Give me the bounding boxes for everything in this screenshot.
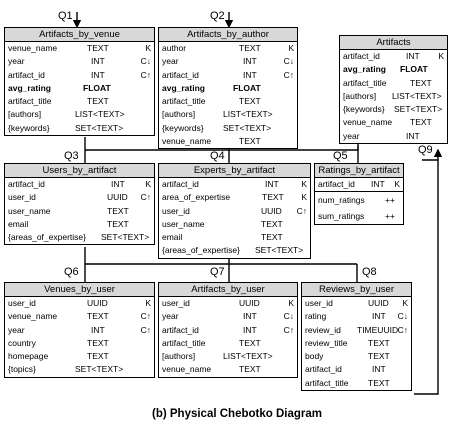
column-key: C↑ — [140, 311, 151, 322]
column-type: UUID — [87, 298, 108, 308]
q9-connector — [414, 160, 438, 394]
column-type: ++ — [385, 195, 395, 206]
column-type: INT — [243, 311, 257, 322]
table-title: Artifacts_by_user — [159, 283, 297, 297]
column-row — [302, 363, 411, 376]
column-row — [159, 310, 297, 323]
q7-label: Q7 — [210, 266, 225, 278]
column-name: [authors] — [162, 109, 196, 120]
column-type: INT — [91, 69, 105, 80]
table-title: Ratings_by_artifact — [315, 164, 403, 178]
column-key: K — [394, 179, 400, 189]
column-name: user_name — [8, 205, 51, 216]
column-row — [5, 310, 154, 323]
table-title: Artifacts_by_author — [159, 28, 297, 42]
column-name: venue_name — [162, 364, 212, 375]
column-row — [340, 77, 447, 90]
column-type: SET<TEXT> — [223, 122, 272, 133]
column-row — [5, 95, 154, 108]
column-row — [5, 108, 154, 121]
column-name: artifact_id — [343, 51, 380, 61]
column-type: SET<TEXT> — [394, 104, 443, 115]
column-name: {areas_of_expertise} — [8, 232, 86, 243]
column-key: K — [402, 298, 408, 308]
column-row — [340, 103, 447, 116]
column-name: [authors] — [8, 109, 42, 120]
column-type: TEXT — [239, 337, 261, 348]
column-name: artifact_id — [162, 179, 199, 189]
column-key: K — [145, 179, 151, 189]
column-type: TEXT — [261, 218, 283, 229]
table-title: Reviews_by_user — [302, 283, 411, 297]
table-title: Venues_by_user — [5, 283, 154, 297]
table-artifacts-by-user — [158, 282, 298, 378]
column-name: user_id — [8, 192, 36, 203]
column-name: artifact_id — [162, 69, 199, 80]
column-name: avg_rating — [8, 82, 51, 93]
column-type: INT — [111, 179, 125, 189]
column-name: {keywords} — [8, 122, 50, 133]
column-name: {keywords} — [343, 104, 385, 115]
column-type: SET<TEXT> — [101, 232, 150, 243]
column-type: TEXT — [368, 351, 390, 362]
q4-label: Q4 — [210, 150, 225, 162]
column-row — [302, 377, 411, 390]
column-row — [5, 55, 154, 68]
column-type: INT — [91, 56, 105, 67]
column-key: C↓ — [283, 56, 294, 67]
table-artifacts-by-author — [158, 27, 298, 149]
column-name: rating — [305, 311, 327, 322]
column-row — [5, 122, 154, 135]
q6-label: Q6 — [64, 266, 79, 278]
column-type: TEXT — [368, 337, 390, 348]
column-row — [159, 324, 297, 337]
column-row — [302, 350, 411, 363]
column-name: user_id — [162, 205, 190, 216]
column-name: {areas_of_expertise} — [162, 245, 240, 256]
column-key: C↑ — [283, 324, 294, 335]
column-type: SET<TEXT> — [75, 122, 124, 133]
column-row — [159, 135, 297, 148]
column-name: artifact_title — [162, 96, 206, 107]
column-name: {topics} — [8, 364, 36, 375]
column-name: artifact_title — [162, 337, 206, 348]
column-key: C↑ — [296, 205, 307, 216]
column-row — [315, 178, 403, 191]
q2-label: Q2 — [210, 10, 225, 22]
column-type: SET<TEXT> — [255, 245, 304, 256]
column-type: TEXT — [410, 77, 432, 88]
column-type: UUID — [368, 298, 389, 308]
column-type: TEXT — [239, 364, 261, 375]
column-key: C↓ — [397, 311, 408, 322]
column-type: TIMEUUID — [357, 324, 399, 335]
column-row — [159, 363, 297, 376]
column-name: year — [8, 324, 25, 335]
column-row — [5, 297, 154, 310]
column-type: SET<TEXT> — [75, 364, 124, 375]
column-type: ++ — [385, 211, 395, 222]
column-name: avg_rating — [162, 82, 205, 93]
column-key: C↑ — [397, 324, 408, 335]
column-type: INT — [91, 324, 105, 335]
column-name: {keywords} — [162, 122, 204, 133]
column-row — [159, 231, 310, 244]
column-row — [5, 324, 154, 337]
column-key: C↓ — [283, 311, 294, 322]
column-row — [5, 350, 154, 363]
column-row — [159, 178, 310, 191]
column-row — [5, 82, 154, 95]
column-name: user_id — [8, 298, 36, 308]
column-name: [authors] — [162, 351, 196, 362]
column-type: LIST<TEXT> — [392, 90, 442, 101]
column-type: UUID — [261, 205, 282, 216]
column-row — [159, 350, 297, 363]
column-row — [159, 108, 297, 121]
column-key: K — [438, 51, 444, 61]
table-reviews-by-user — [301, 282, 412, 391]
column-key: K — [288, 298, 294, 308]
column-key: C↓ — [140, 56, 151, 67]
column-name: area_of_expertise — [162, 192, 231, 203]
column-name: sum_ratings — [318, 211, 365, 222]
column-row — [159, 95, 297, 108]
column-name: country — [8, 337, 36, 348]
column-name: year — [343, 130, 360, 141]
column-row — [159, 82, 297, 95]
column-type: UUID — [239, 298, 260, 308]
column-key: K — [145, 298, 151, 308]
column-key: K — [288, 43, 294, 53]
column-name: artifact_id — [318, 179, 355, 189]
column-type: LIST<TEXT> — [223, 109, 273, 120]
q5-label: Q5 — [333, 150, 348, 162]
column-row — [5, 231, 154, 244]
column-name: venue_name — [8, 43, 58, 53]
table-title: Artifacts_by_venue — [5, 28, 154, 42]
column-name: year — [8, 56, 25, 67]
column-type: INT — [371, 179, 385, 189]
column-name: avg_rating — [343, 64, 386, 75]
column-row — [302, 310, 411, 323]
column-name: body — [305, 351, 324, 362]
column-row — [159, 218, 310, 231]
column-type: LIST<TEXT> — [223, 351, 273, 362]
column-key: C↑ — [283, 69, 294, 80]
column-row — [302, 337, 411, 350]
column-type: INT — [243, 324, 257, 335]
column-type: TEXT — [261, 232, 283, 243]
column-type: INT — [265, 179, 279, 189]
column-key: C↑ — [140, 69, 151, 80]
column-row — [159, 337, 297, 350]
column-name: user_id — [305, 298, 333, 308]
column-row — [340, 63, 447, 76]
column-name: review_id — [305, 324, 341, 335]
column-type: TEXT — [239, 136, 261, 147]
column-row — [5, 191, 154, 204]
column-row — [159, 191, 310, 204]
column-row — [159, 122, 297, 135]
column-name: email — [162, 232, 183, 243]
column-type: TEXT — [107, 205, 129, 216]
column-row — [159, 55, 297, 68]
column-name: email — [8, 218, 29, 229]
column-row — [5, 69, 154, 82]
column-key: K — [301, 192, 307, 203]
table-title: Users_by_artifact — [5, 164, 154, 178]
column-name: venue_name — [162, 136, 212, 147]
column-type: TEXT — [107, 218, 129, 229]
column-name: review_title — [305, 337, 348, 348]
column-type: TEXT — [87, 311, 109, 322]
column-name: artifact_title — [8, 96, 52, 107]
column-row — [5, 337, 154, 350]
column-key: C↑ — [140, 192, 151, 203]
column-type: INT — [243, 56, 257, 67]
column-name: artifact_title — [305, 377, 349, 388]
column-name: artifact_id — [305, 364, 342, 375]
column-name: artifact_id — [8, 69, 45, 80]
table-venues-by-user — [4, 282, 155, 378]
column-type: FLOAT — [400, 64, 428, 75]
column-row — [5, 205, 154, 218]
column-name: venue_name — [343, 117, 393, 128]
column-type: TEXT — [239, 43, 261, 53]
column-type: LIST<TEXT> — [75, 109, 125, 120]
column-name: artifact_title — [343, 77, 387, 88]
column-name: year — [162, 56, 179, 67]
column-row — [159, 205, 310, 218]
column-row — [315, 191, 403, 208]
column-name: year — [162, 311, 179, 322]
column-name: artifact_id — [8, 179, 45, 189]
column-row — [315, 208, 403, 224]
q1-label: Q1 — [58, 10, 73, 22]
column-name: author — [162, 43, 187, 53]
table-experts-by-artifact — [158, 163, 311, 259]
column-type: TEXT — [262, 192, 284, 203]
column-type: INT — [372, 311, 386, 322]
column-type: UUID — [107, 192, 128, 203]
column-key: C↑ — [140, 324, 151, 335]
table-title: Artifacts — [340, 36, 447, 50]
column-name: user_id — [162, 298, 190, 308]
table-artifacts-by-venue — [4, 27, 155, 136]
column-row — [340, 116, 447, 129]
column-type: TEXT — [87, 351, 109, 362]
q8-label: Q8 — [362, 266, 377, 278]
column-key: K — [145, 43, 151, 53]
column-type: INT — [243, 69, 257, 80]
column-name: num_ratings — [318, 195, 365, 206]
table-title: Experts_by_artifact — [159, 164, 310, 178]
column-row — [302, 297, 411, 310]
column-type: FLOAT — [83, 82, 111, 93]
column-type: TEXT — [368, 377, 390, 388]
column-row — [340, 130, 447, 143]
column-name: artifact_id — [162, 324, 199, 335]
column-row — [302, 324, 411, 337]
column-type: INT — [372, 364, 386, 375]
table-users-by-artifact — [4, 163, 155, 245]
column-row — [159, 244, 310, 257]
column-name: [authors] — [343, 90, 377, 101]
figure-caption: (b) Physical Chebotko Diagram — [152, 408, 322, 420]
column-row — [5, 178, 154, 191]
column-type: TEXT — [410, 117, 432, 128]
column-row — [5, 42, 154, 55]
column-type: FLOAT — [233, 82, 261, 93]
column-name: venue_name — [8, 311, 58, 322]
column-key: K — [301, 179, 307, 189]
column-name: user_name — [162, 218, 205, 229]
column-row — [340, 50, 447, 63]
column-row — [5, 363, 154, 376]
column-type: TEXT — [87, 96, 109, 107]
column-row — [159, 297, 297, 310]
column-type: TEXT — [239, 96, 261, 107]
column-name: homepage — [8, 351, 49, 362]
column-type: INT — [406, 130, 420, 141]
column-row — [159, 42, 297, 55]
column-type: INT — [406, 51, 420, 61]
q3-label: Q3 — [64, 150, 79, 162]
column-row — [5, 218, 154, 231]
column-type: TEXT — [87, 337, 109, 348]
column-row — [340, 90, 447, 103]
column-type: TEXT — [87, 43, 109, 53]
column-row — [159, 69, 297, 82]
table-artifacts — [339, 35, 448, 144]
q9-label: Q9 — [418, 144, 433, 156]
table-ratings-by-artifact — [314, 163, 404, 225]
